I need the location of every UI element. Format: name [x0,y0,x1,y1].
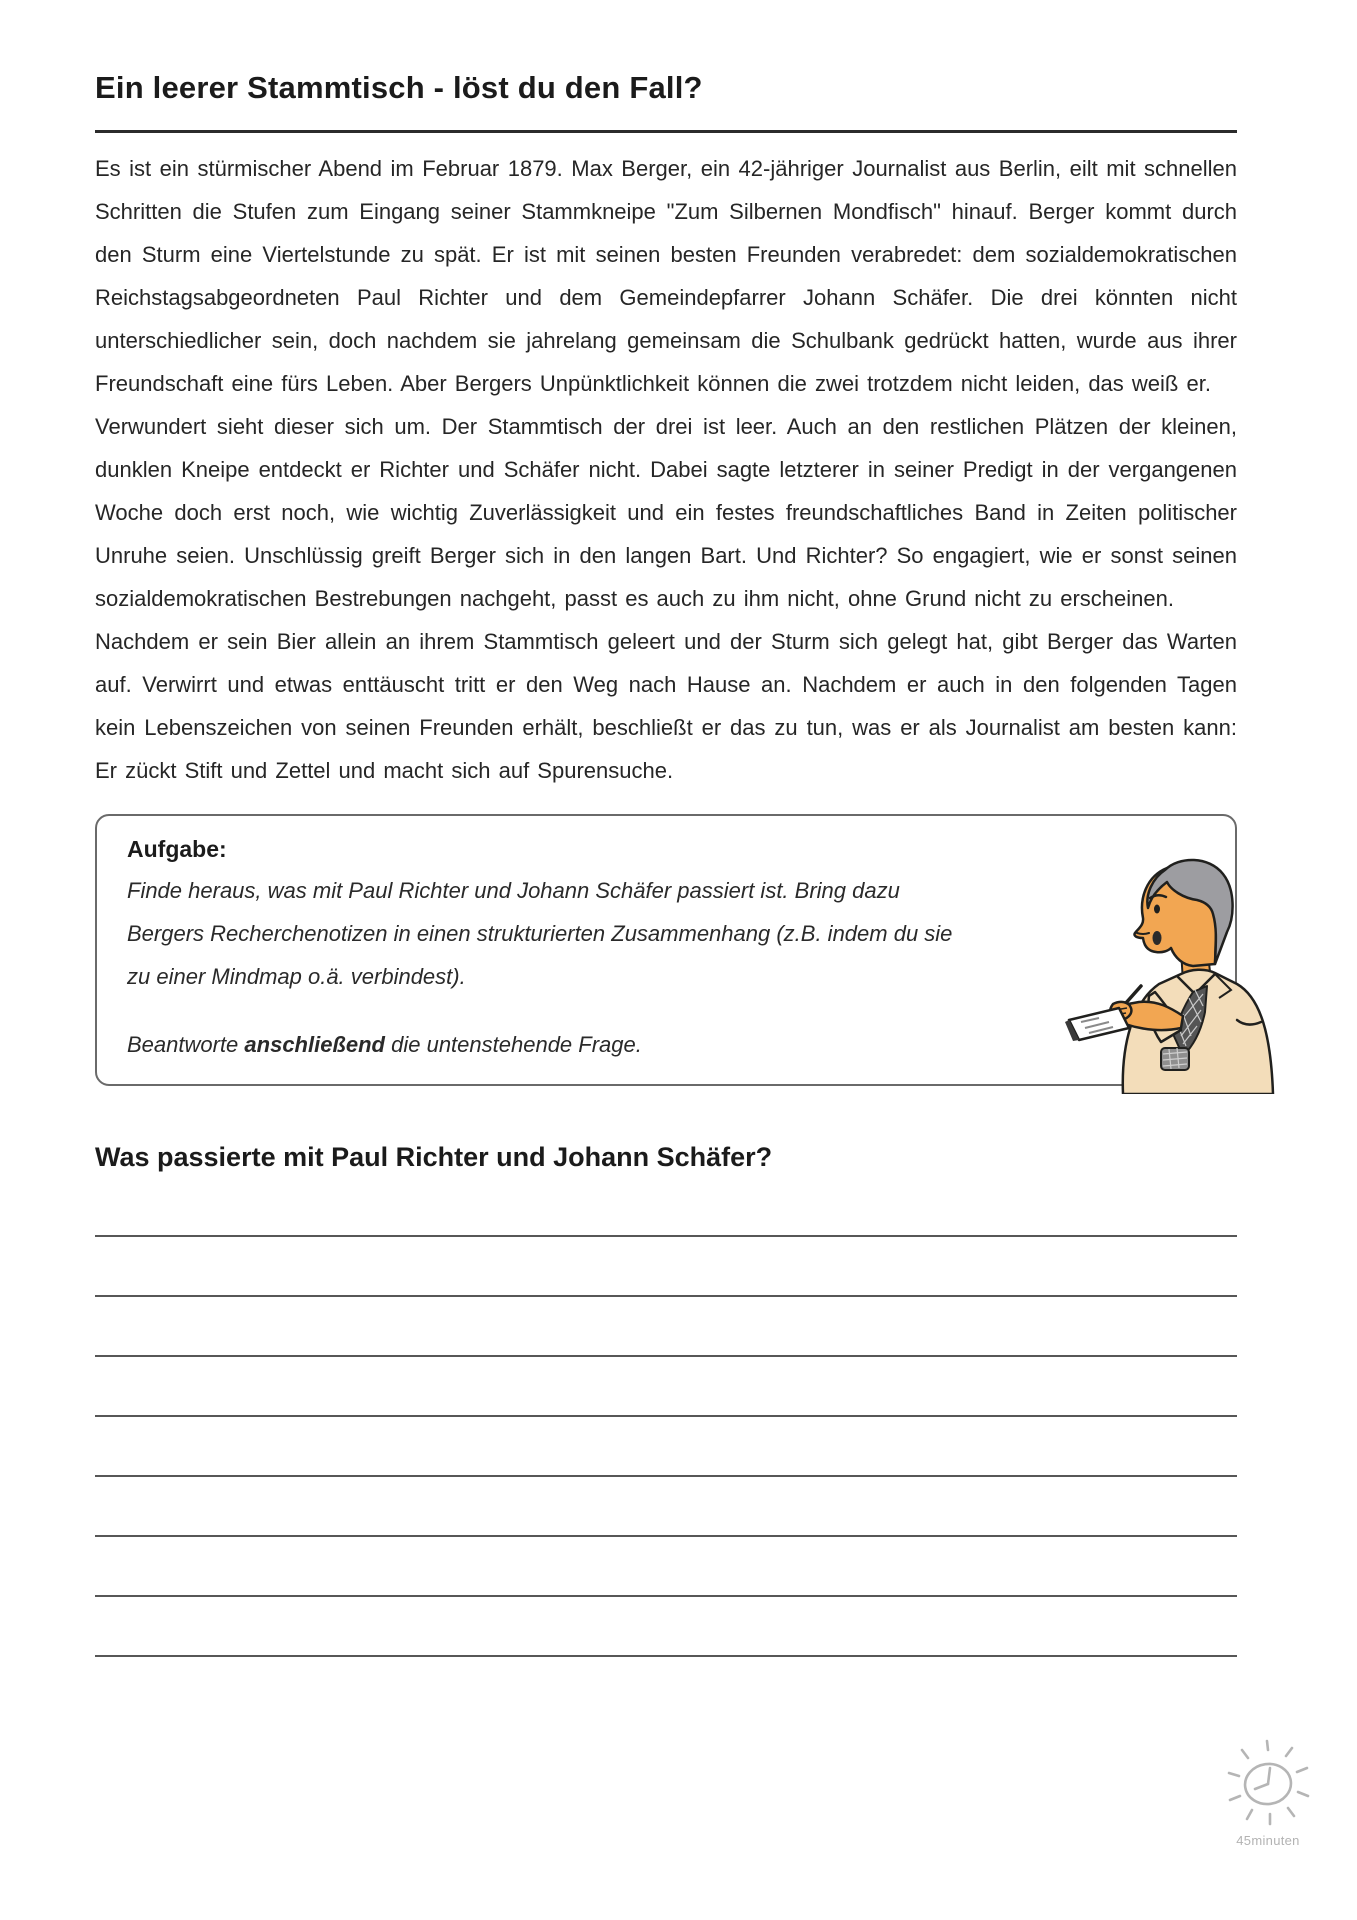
clock-sun-logo-icon [1220,1736,1316,1828]
task-followup-suffix: die untenstehende Frage. [385,1032,642,1057]
answer-line [95,1417,1237,1477]
answer-lines [95,1177,1237,1657]
page-title: Ein leerer Stammtisch - löst du den Fall? [95,70,703,105]
brand-name: 45minuten [1236,1833,1300,1848]
story-text [95,147,1237,792]
answer-line [95,1357,1237,1417]
answer-line [95,1297,1237,1357]
story-paragraph: Es ist ein stürmischer Abend im Februar 1879. Max Berger, ein 42-jähriger Journalist aus Berlin, eilt mit schnellen Schritten die Stufen zum Eingang seiner Stammkneipe "Zum Silbernen Mondfisch" hinauf. Berger kommt durch den Sturm eine Viertelstunde zu spät. Er ist mit seinen besten Freunden verabredet: dem sozialdemokratischen Reichstagsabgeordneten Paul Richter und dem Gemeindepfarrer Johann Schäfer. Die drei könnten nicht unterschiedlicher sein, doch nachdem sie jahrelang gemeinsam die Schulbank gedrückt hatten, wurde aus ihrer Freundschaft eine fürs Leben. Aber Bergers Unpünktlichkeit können die zwei trotzdem nicht leiden, das weiß er. [95,156,1237,396]
answer-line [95,1477,1237,1537]
story-paragraph: Nachdem er sein Bier allein an ihrem Stammtisch geleert und der Sturm sich gelegt hat, gibt Berger das Warten auf. Verwirrt und etwas enttäuscht tritt er den Weg nach Hause an. Nachdem er auch in den folgenden Tagen kein Lebenszeichen von seinen Freunden erhält, beschließt er das zu tun, was er als Journalist am besten kann: Er zückt Stift und Zettel und macht sich auf Spurensuche. [95,629,1237,783]
task-followup [127,1032,1205,1058]
answer-line [95,1597,1237,1657]
brand-logo [1210,1736,1326,1848]
answer-line [95,1537,1237,1597]
answer-line [95,1237,1237,1297]
story-paragraph: Verwundert sieht dieser sich um. Der Stammtisch der drei ist leer. Auch an den restlichen Plätzen der kleinen, dunklen Kneipe entdeckt er Richter und Schäfer nicht. Dabei sagte letzterer in seiner Predigt in der vergangenen Woche doch erst noch, wie wichtig Zuverlässigkeit und ein festes freundschaftliches Band in Zeiten politischer Unruhe seien. Unschlüssig greift Berger sich in den langen Bart. Und Richter? So engagiert, wie er sonst seinen sozialdemokratischen Bestrebungen nachgeht, passt es auch zu ihm nicht, ohne Grund nicht zu erscheinen. [95,414,1237,611]
task-label: Aufgabe: [127,836,227,862]
question-heading: Was passierte mit Paul Richter und Johann Schäfer? [95,1142,773,1172]
answer-line [95,1177,1237,1237]
task-followup-prefix: Beantworte [127,1032,245,1057]
task-instruction: Finde heraus, was mit Paul Richter und Johann Schäfer passiert ist. Bring dazu Bergers Recherchenotizen in einen strukturierten Zusammenhang (z.B. indem du sie zu einer Mindmap o.ä. verbindest). [127,878,953,989]
task-box [95,814,1237,1086]
task-followup-emphasis: anschließend [244,1032,385,1057]
title-divider [95,130,1237,133]
